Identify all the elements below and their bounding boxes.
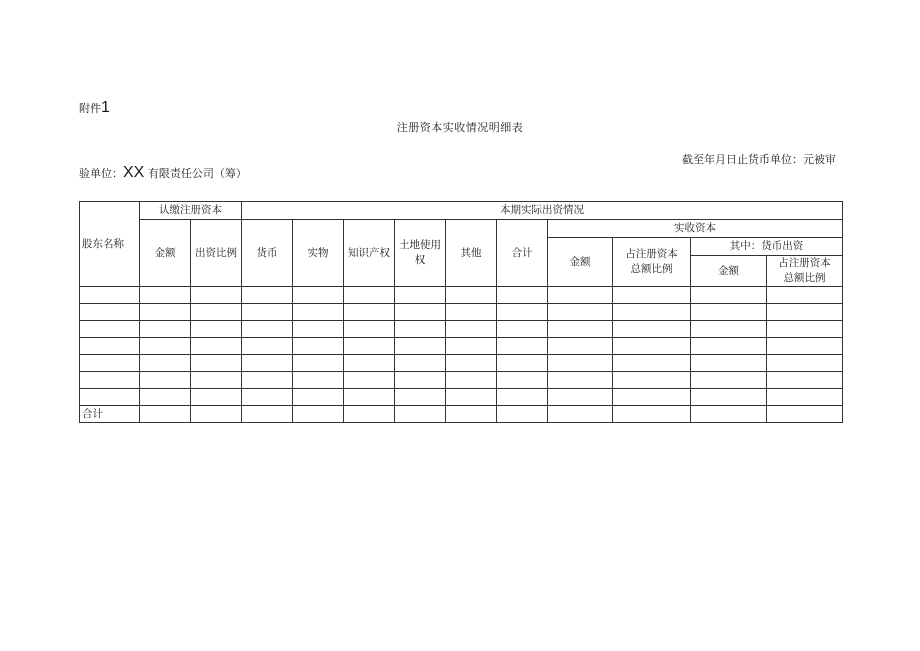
unit-name: 有限责任公司（筹） bbox=[147, 167, 247, 180]
table-row bbox=[80, 338, 843, 355]
header-paid-amount: 金额 bbox=[548, 238, 613, 287]
header-subtotal: 合计 bbox=[497, 220, 548, 287]
header-land-use: 土地使用权 bbox=[395, 220, 446, 287]
header-other: 其他 bbox=[446, 220, 497, 287]
page-title: 注册资本实收情况明细表 bbox=[396, 121, 524, 134]
as-of-date-line: 截至年月日止货币单位：元被审 bbox=[682, 153, 836, 166]
table-row bbox=[80, 287, 843, 304]
header-current-contribution: 本期实际出资情况 bbox=[242, 202, 843, 220]
header-shareholder-name: 股东名称 bbox=[80, 202, 140, 287]
header-ip: 知识产权 bbox=[344, 220, 395, 287]
table-row bbox=[80, 321, 843, 338]
attachment-label: 附件1 bbox=[79, 99, 110, 116]
table-row bbox=[80, 355, 843, 372]
table-row bbox=[80, 372, 843, 389]
header-physical: 实物 bbox=[293, 220, 344, 287]
header-paid-in-capital: 实收资本 bbox=[548, 220, 843, 238]
total-row bbox=[80, 406, 843, 423]
header-currency: 货币 bbox=[242, 220, 293, 287]
capital-detail-table bbox=[79, 201, 843, 423]
header-currency-amount: 金额 bbox=[691, 256, 767, 287]
header-amount: 金额 bbox=[140, 220, 191, 287]
table-row bbox=[80, 304, 843, 321]
header-subscribed-capital: 认缴注册资本 bbox=[140, 202, 242, 220]
header-currency-ratio: 占注册资本总额比例 bbox=[767, 256, 843, 287]
attachment-number: 1 bbox=[101, 99, 110, 116]
header-contribution-ratio: 出资比例 bbox=[191, 220, 242, 287]
header-of-which-currency: 其中：货币出资 bbox=[691, 238, 843, 256]
table-row bbox=[80, 389, 843, 406]
total-row-label: 合计 bbox=[80, 406, 140, 423]
header-ratio-of-total: 占注册资本总额比例 bbox=[613, 238, 691, 287]
unit-placeholder: XX bbox=[123, 164, 145, 181]
audited-unit-line: 验单位：XX 有限责任公司（筹） bbox=[79, 164, 247, 181]
